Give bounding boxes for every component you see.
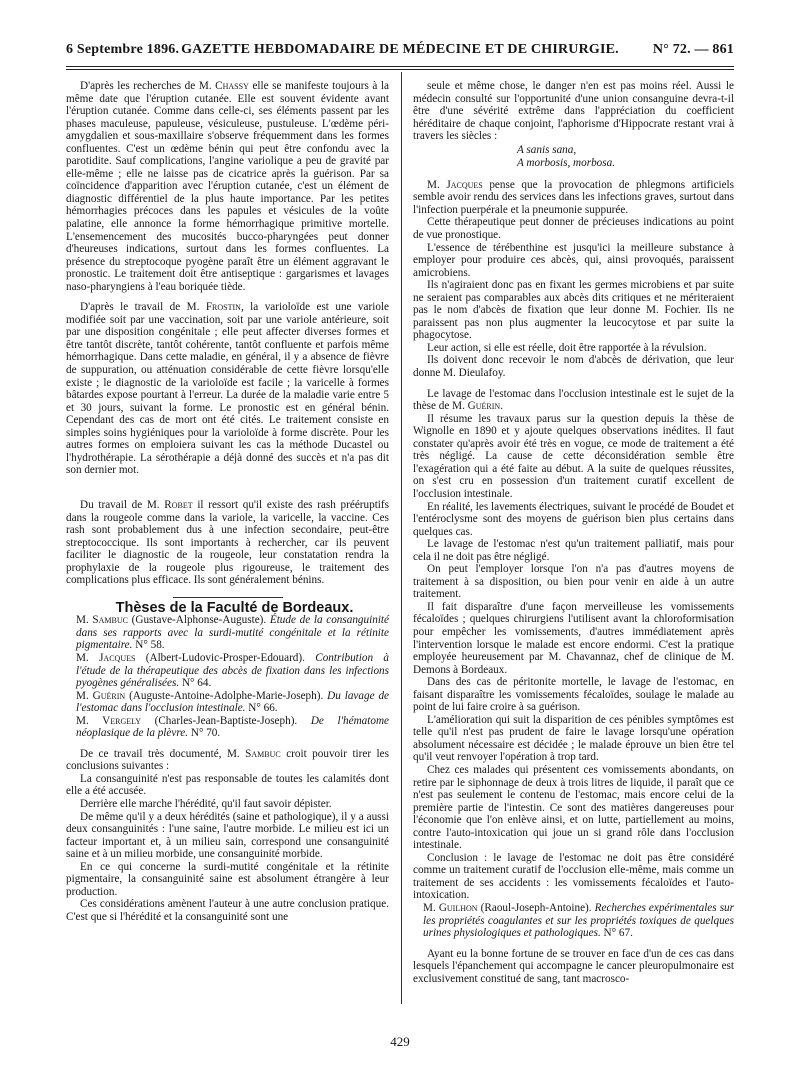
column-divider (401, 72, 402, 1004)
paragraph: Il fait disparaître d'une façon merveilleuse les vomissements fécaloïdes ; quelques chirurgiens l'utilisent avant la chloroformisation pour empêcher les vomissements, d'autres immédiatement après l'intervention lorsque le malade est encore endormi. C'est la pratique employée heureusement par M. Chavannaz, chef de clinique de M. Demons à Bordeaux. (413, 600, 734, 676)
paragraph-chassy: D'après les recherches de M. Chassy elle se manifeste toujours à la même date que l'éruption cutanée. Elle est souvent évidente avant l'éruption cutanée. Comme dans celle-ci, ses éléments passent par les phases maculeuse, papuleuse, vésiculeuse, pustuleuse. L'œdème péri-amygdalien et sous-maxillaire s'observe fréquemment dans les formes confluentes. C'est un œdème bénin qui peut être confondu avec la parotidite. Sauf complications, l'angine variolique a peu de gravité par elle-même ; elle ne laisse pas de cicatrice après la guérison. Par sa coïncidence d'apparition avec l'éruption cutanée, c'est un élément de diagnostic différentiel de la plus haute importance. Par les petites hémorrhagies précoces dans les papules et vésicules de la voûte palatine, elle annonce la forme hémorrhagique primitive mortelle. L'ensemencement des mucosités bucco-pharyngées peut donner d'heureuses indications, surtout dans les formes confluentes. La présence du streptocoque pyogène paraît être un élément aggravant le pronostic. Le traitement doit être antiseptique : gargarismes et lavages naso-pharyngiens à l'eau boriquée tiède. (66, 80, 390, 293)
paragraph: Ces considérations amènent l'auteur à une autre conclusion pratique. C'est que si l'hérédité et la consanguinité sont une (66, 898, 389, 923)
thesis-entry-guerin: M. Guérin (Auguste-Antoine-Adolphe-Marie-Joseph). Du lavage de l'estomac dans l'occlusion intestinale. N° 66. (76, 689, 390, 715)
left-column (66, 80, 389, 923)
section-title: Thèses de la Faculté de Bordeaux. (115, 599, 354, 616)
paragraph: Conclusion : le lavage de l'estomac ne doit pas être considéré comme un traitement curatif de l'occlusion elle-même, mais comme un traitement de ses accidents : les vomissements fécaloïdes et l'auto-intoxication. (413, 851, 734, 902)
paragraph: L'amélioration qui suit la disparition de ces pénibles symptômes est telle qu'il n'est pas prudent de faire le lavage lorsqu'une opération absolument nécessaire est décidée ; le malade éprouve un bien être tel qu'il veut renvoyer l'opération à trop tard. (413, 713, 734, 764)
paragraph: Ils doivent donc recevoir le nom d'abcès de dérivation, que leur donne M. Dieulafoy. (413, 354, 734, 380)
paragraph: Ayant eu la bonne fortune de se trouver en face d'un de ces cas dans lesquels l'épanchement qui accompagne le cancer pleuropulmonaire est exclusivement constitué de sang, tant macrosco- (413, 947, 734, 985)
right-column (413, 80, 734, 985)
paragraph-guerin: Le lavage de l'estomac dans l'occlusion intestinale est le sujet de la thèse de M. Guérin. (413, 387, 734, 413)
author-name: M. Sambuc (226, 747, 281, 760)
journal-title: GAZETTE HEBDOMADAIRE DE MÉDECINE ET DE CHIRURGIE. (181, 42, 619, 57)
quotation-line: A sanis sana, (517, 143, 577, 156)
issue-date: 6 Septembre 1896. (66, 42, 180, 57)
thesis-entry-guilhon: M. Guilhon (Raoul-Joseph-Antoine). Recherches expérimentales sur les propriétés coagulantes et sur les propriétés toxiques de quelques urines physiologiques et pathologiques. N° 67. (423, 902, 735, 940)
header-rule (66, 66, 734, 70)
paragraph: Chez ces malades qui présentent ces vomissements abondants, on retire par le siphonnage de deux à trois litres de liquide, il paraît que ce n'est pas seulement le contenu de l'estomac, mais encore celui de la première partie de l'intestin. Ce sont des matières dangereuses pour l'économie que l'on enlève ainsi, et on lutte, partiellement au moins, contre l'auto-intoxication qui joue un si grand rôle dans l'occlusion intestinale. (413, 763, 734, 852)
paragraph: Derrière elle marche l'hérédité, qu'il faut savoir dépister. (80, 797, 332, 810)
paragraph: Ils n'agiraient donc pas en fixant les germes microbiens et par suite ne seraient pas comparables aux abcès dits critiques et ne mériteraient pas le nom d'abcès de fixation que leur donne M. Fochier. Ils ne paraissent pas non plus augmenter la leucocytose et par suite la phagocytose. (413, 279, 734, 342)
paragraph: Cette thérapeutique peut donner de précieuses indications au point de vue pronostique. (413, 216, 734, 242)
thesis-entry-jacques: M. Jacques (Albert-Ludovic-Prosper-Edouard). Contribution à l'étude de la thérapeutique des abcès de fixation dans les infections pyogènes généralisées. N° 64. (76, 651, 389, 690)
paragraph: Le lavage de l'estomac n'est qu'un traitement palliatif, mais pour cela il ne doit pas être négligé. (413, 538, 734, 563)
paragraph: De même qu'il y a deux hérédités (saine et pathologique), il y a aussi deux consanguinités : l'une saine, l'autre morbide. Le milieu est ici un facteur important et, à un milieu sain, correspond une consanguinité saine et à un milieu morbide, une consanguinité morbide. (66, 810, 389, 861)
paragraph: En ce qui concerne la surdi-mutité congénitale et la rétinite pigmentaire, la consanguinité saine est absolument étrangère à leur production. (66, 860, 389, 898)
quotation-line: A morbosis, morbosa. (517, 157, 616, 170)
paragraph: Leur action, si elle est réelle, doit être rapportée à la révulsion. (427, 341, 707, 354)
paragraph: On peut l'employer lorsque l'on n'a pas d'autres moyens de traitement à sa disposition, ou bien pour venir en aide à un autre traitement. (413, 563, 734, 601)
paragraph: En réalité, les lavements électriques, suivant le procédé de Boudet et l'entéroclysme sont des moyens de guérison bien plus certains dans quelques cas. (413, 500, 734, 538)
page-number: 429 (390, 1034, 410, 1049)
paragraph: seule et même chose, le danger n'en est pas moins réel. Aussi le médecin consulté sur l'opportunité d'une union consanguine devra-t-il être d'une sévérité extrême dans l'appréciation du coefficient héréditaire de chaque conjoint, l'aphorisme d'Hippocrate restant vrai à travers les siècles : (413, 80, 734, 143)
paragraph-robet: Du travail de M. Robet il ressort qu'il existe des rash prééruptifs dans la rougeole comme dans la variole, la varicelle, la vaccine. Ces rash sont probablement dus à une infection secondaire, peut-être streptococcique. Ils sont importants à rechercher, car ils peuvent faciliter le diagnostic de la rougeole, leur constatation rendra la prophylaxie de la rougeole plus rigoureuse, le traitement des complications plus efficace. Ils sont généralement bénins. (66, 498, 389, 587)
paragraph: La consanguinité n'est pas responsable de toutes les calamités dont elle a été accusée. (66, 772, 389, 798)
section-separator (173, 597, 283, 598)
author-name: M. Chassy (198, 80, 249, 92)
author-name: M. Guérin (452, 400, 501, 413)
running-header (66, 38, 734, 64)
author-name: M. Jacques (427, 178, 483, 191)
paragraph: L'essence de térébenthine est jusqu'ici la meilleure substance à employer pour produire ces abcès, qui, ainsi provoqués, paraissent amicrobiens. (413, 241, 734, 279)
paragraph-frostin: D'après le travail de M. Frostin, la varioloïde est une variole modifiée soit par une vaccination, soit par une variole antérieure, soit par une disposition congénitale ; elle peut affecter diverses formes et être tantôt discrète, tantôt cohérente, tantôt confluente et parfois même hémorrhagique. Dans cette maladie, en général, il y a absence de fièvre de suppuration, ou atténuation considérable de cette fièvre lorsqu'elle existe ; le diagnostic de la varioloïde est facile ; la varicelle à formes bâtardes expose pourtant à l'erreur. La durée de la maladie varie entre 5 et 30 jours, suivant la forme. Le pronostic est en général bénin. Cependant des cas de mort ont été cités. Le traitement consiste en simples soins hygiéniques pour la varioloïde à forme discrète. Pour les autres formes on emploiera suivant les cas la méthode Ducastel ou l'hydrothérapie. La sérothérapie a déjà donné des succès et n'a pas dit son dernier mot. (66, 301, 389, 477)
author-name: M. Frostin (186, 301, 241, 314)
thesis-entry-sambuc: M. Sambuc (Gustave-Alphonse-Auguste). Étude de la consanguinité dans ses rapports avec la surdi-mutité congénitale et la rétinite pigmentaire. N° 58. (76, 614, 389, 652)
paragraph: Dans des cas de péritonite mortelle, le lavage de l'estomac, en faisant disparaître les vomissements fécaloïdes, soulage le malade au point de lui faire croire à sa guérison. (413, 676, 734, 714)
issue-page-reference: N° 72. — 861 (652, 42, 734, 57)
paragraph-jacques: M. Jacques pense que la provocation de phlegmons artificiels semble avoir rendu des services dans les infections graves, surtout dans l'infection puerpérale et la pneumonie suppurée. (413, 178, 734, 216)
paragraph: Il résume les travaux parus sur la question depuis la thèse de Wignolle en 1890 et y ajoute quelques observations inédites. Il faut constater qu'après avoir été très en vogue, ce mode de traitement a été très négligé. La cause de cette déconsidération semble être l'exagération qui a été faite au début. A la suite de quelques réussites, on s'est cru en possession d'un traitement curatif excellent de l'occlusion intestinale. (413, 412, 734, 500)
author-name: M. Robet (146, 498, 193, 511)
paragraph-sambuc-intro: De ce travail très documenté, M. Sambuc croit pouvoir tirer les conclusions suivantes : (66, 747, 389, 773)
thesis-entry-vergely: M. Vergely (Charles-Jean-Baptiste-Joseph). De l'hématome néoplasique de la plèvre. N° 70. (76, 714, 389, 740)
